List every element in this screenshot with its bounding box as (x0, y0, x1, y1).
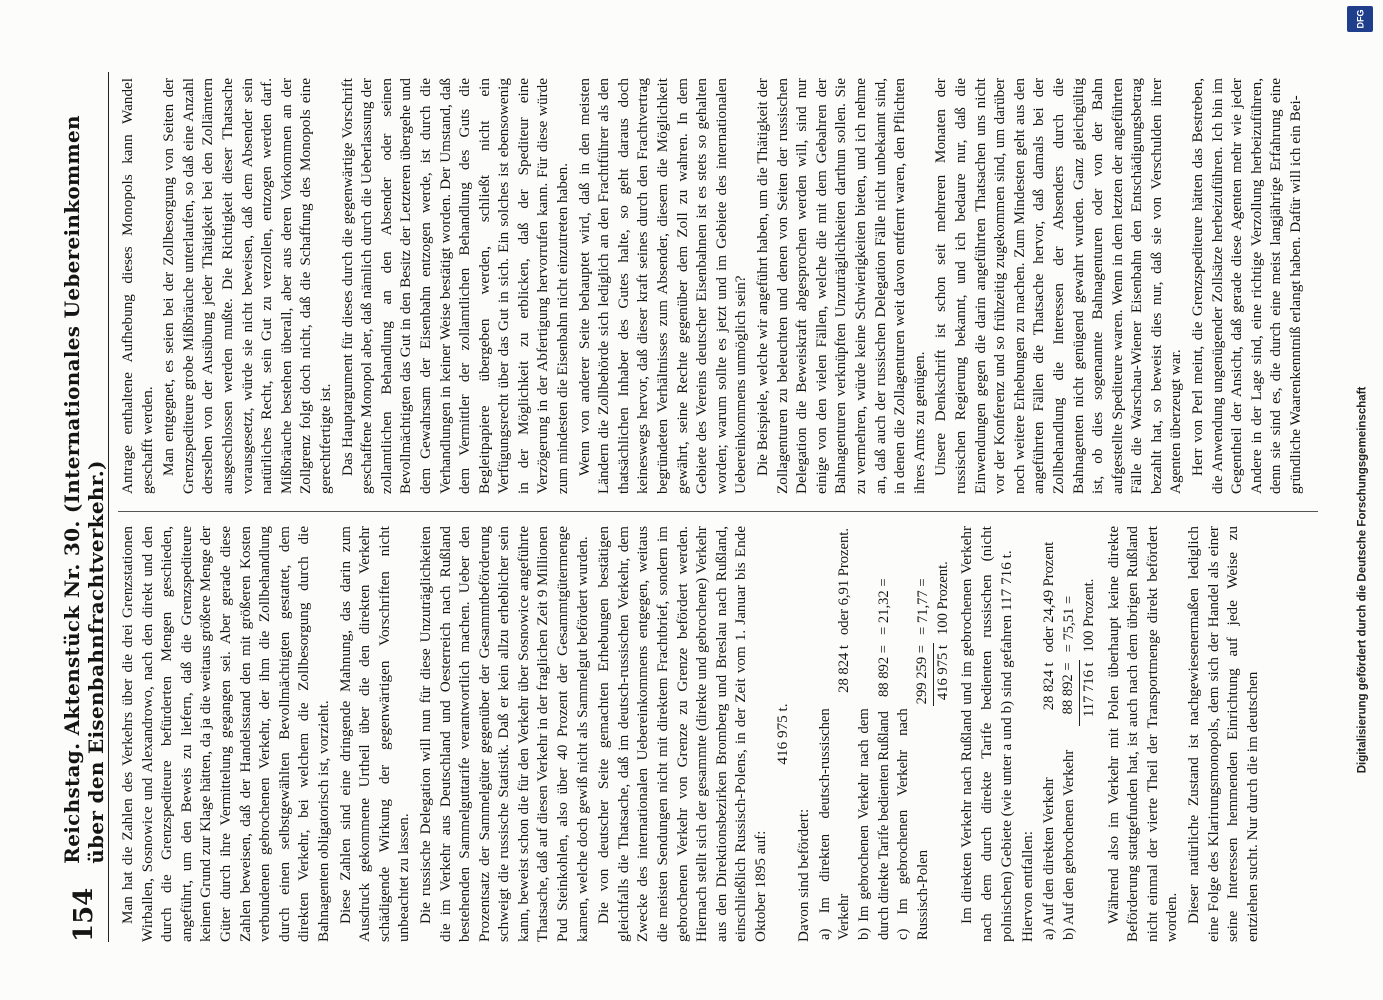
sum-percent: 100 Prozent. (1081, 578, 1097, 653)
shipment-table (816, 526, 954, 942)
paragraph: Unsere Denkschrift ist schon seit mehreren Monaten der russischen Regierung bekannt, und ich bedaure nur, daß die Einwendungen gegen die darin angeführten Thatsachen uns nicht vor der Konferenz und so frühzeitig zugekommen sind, um darüber noch weitere Erhebungen zu machen. Zum Mindesten geht aus den angeführten Fällen die Thatsache hervor, daß damals bei der Zollbehandlung die Interessen der Absenders durch die Bahnagenten nicht genügend gewahrt wurden. Ganz gleichgültig ist, ob dies sogenannte Bahnagenturen oder von der Bahn aufgestellte Spediteure waren. Wenn in dem letzten der angeführten Fälle die Warschau-Wiener Eisenbahn den Entschädigungsbetrag bezahlt hat, so beweist dies nur, daß sie von Verschulden ihrer Agenten überzeugt war. (932, 78, 1185, 494)
row-value: 299 259 = (914, 645, 931, 705)
paragraph: Das Hauptargument für dieses durch die gegenwärtige Vorschrift geschaffene Monopol aber, daß nämlich durch die Ueberlassung der zollamtlichen Behandlung an den Absender oder seinen Bevollmächtigten das Gut in den Besitz der Letzteren übergehe und dem Gewahrsam der Eisenbahn entzogen werde, ist durch die Verhandlungen in keiner Weise bestätigt worden. Der Umstand, daß dem Vermittler der zollamtlichen Behandlung des Guts die Begleitpapiere übergeben werden, schließt nicht ein Verfügungsrecht über das Gut in sich. Ein solches ist ebensowenig in der Möglichkeit zu erblicken, daß der Spediteur eine Verzögerung in der Abfertigung hervorrufen kann. Für diese würde zum mindesten die Eisenbahn nicht einzutreten haben. (338, 78, 572, 494)
row-label: b) Im gebrochenen Verkehr nach dem durch direkte Tarife bedienten Rußland (855, 708, 892, 940)
table-intro: Hiervon entfallen: (1019, 831, 1037, 942)
row-label: b) Auf den gebrochenen Verkehr (1060, 749, 1077, 940)
sum-percent: 100 Prozent. (934, 561, 951, 635)
row-value: 88 892 = (875, 645, 892, 698)
total-amount: 416 975 t. (773, 703, 791, 765)
paragraph: Die Beispiele, welche wir angeführt haben, um die Thätigkeit der Zollagenturen zu beleuchten und denen von Seiten der russischen Delegation die Beweiskraft abgesprochen werden will, sind nur einige von den vielen Fällen, welche die mit dem Gebahren der Bahnagenturen verknüpften Unzuträglichkeiten darthun sollen. Sie zu vermehren, würde keine Schwierigkeiten bieten, und ich nehme an, daß auch der russischen Delegation Fälle nicht unbekannt sind, in denen die Zollagenturen weit davon entfernt waren, den Pflichten ihres Amts zu genügen. (754, 78, 928, 494)
paragraph: Man hat die Zahlen des Verkehrs über die drei Grenzstationen Wirballen, Sosnowice und Alexandrowo, nach den direkt und den durch die Grenzspediteure befürderten Mengen geschieden, angeführt, um den Beweis zu liefern, daß die Grenzspediteure keinen Grund zur Klage hätten, da ja die weitaus größere Menge der Güter durch ihre Vermittelung gegangen sei. Aber gerade diese Zahlen beweisen, daß der Handelsstand den mit größeren Kosten verbundenen gebrochenen Verkehr, der ihm die Zollbehandlung durch einen selbstgewählten Bevollmächtigten gestattet, dem direkten Verkehr, bei welchem die Zollbesorgung durch die Bahnagenten obligatorisch ist, vorzieht. (119, 526, 332, 942)
row-label: a) Auf den direkten Verkehr (1040, 777, 1057, 940)
paragraph: Dieser natürliche Zustand ist nachgewiesenermaßen lediglich eine Folge des Klarirungsmonopols, dem sich der Handel als einer seine Interessen hemmenden Einrichtung auf jede Weise zu entziehen sucht. Nur durch die im deutschen (1184, 526, 1261, 942)
row-value: 88 892 = (1060, 662, 1077, 715)
row-value: 28 824 t (836, 645, 853, 693)
sum-value: 117 716 t (1080, 660, 1100, 725)
paragraph: Diese Zahlen sind eine dringende Mahnung, das darin zum Ausdruck gekommene Urtheil über die den direkten Verkehr schädigende Wirkung der gegenwärtigen Vorschriften nicht unbeachtet zu lassen. (336, 526, 413, 942)
page-number: 154 (69, 887, 99, 942)
paragraph (957, 526, 1016, 942)
row-percent: = 71,77 = (914, 578, 931, 635)
paragraph-text: Im direkten Verkehr nach Rußland und im gebrochenen Verkehr nach dem durch direkte Tarife bedienten russischen (nicht polnischen) Gebiete (wie unter a und b) sind gefahren (958, 526, 1015, 942)
table-row (1040, 526, 1060, 942)
row-value: 28 824 t (1040, 662, 1057, 711)
paragraph: Antrage enthaltene Aufhebung dieses Monopols kann Wandel geschafft werden. (119, 78, 156, 494)
row-percent: oder 24,49 Prozent (1040, 541, 1057, 653)
paragraph-value: 117 716 t. (997, 550, 1015, 611)
sum-value: 416 975 t (933, 643, 953, 706)
table-sum-row (933, 526, 953, 942)
table-row (816, 526, 855, 942)
row-percent: = 75,51 = (1060, 595, 1077, 653)
table-row (894, 526, 933, 942)
shipment-table-2 (1040, 526, 1100, 942)
paragraph: Wenn von anderer Seite behauptet wird, daß in den meisten Ländern die Zollbehörde sich lediglich an den Frachtführer als den thatsächlichen Inhaber des Gutes halte, so geht daraus doch keineswegs hervor, daß dieser kraft seines durch den Frachtvertrag begründeten Verhältnisses zum Absender, diesem die Möglichkeit gewährt, seine Rechte gegenüber dem Zoll zu wahren. In dem Gebiete des Vereins deutscher Eisenbahnen ist es stets so gehalten worden; warum sollte es jetzt und im Gebiete des internationalen Uebereinkommens unmöglich sein? (575, 78, 750, 494)
running-head: Reichstag. Aktenstück Nr. 30. (Internationales Uebereinkommen über den Eisenbahnfrachtverkehr.) (60, 115, 108, 864)
row-label: c) Im gebrochenen Verkehr nach Russisch-Polen (895, 708, 931, 940)
paragraph: Während also im Verkehr mit Polen überhaupt keine direkte Beförderung stattgefunden hat, ist auch nach dem übrigen Rußland nicht einmal der vierte Theil der Transportmenge direkt befördert worden. (1104, 526, 1181, 942)
paragraph: Die russische Delegation will nun für diese Unzuträglichkeiten die im Verkehr aus Deutschland und Oesterreich nach Rußland bestehenden Sammelguttarife verantwortlich machen. Ueber den Prozentsatz der Sammelgüter gegenüber der Gesammtbeförderung schweigt die russische Statistik. Daß er kein allzu erheblicher sein kann, beweist schon die für den Verkehr über Sosnowice angeführte Thatsache, daß auf diesen Verkehr in der fraglichen Zeit 9 Millionen Pud Steinkohlen, also über 40 Prozent der Gesammtgütermenge kamen, welche doch gewiß nicht als Sammelgut befördert wurden. (416, 526, 591, 942)
paragraph: Die von deutscher Seite gemachten Erhebungen bestätigen gleichfalls die Thatsache, daß im deutsch-russischen Verkehr, dem Zwecke des internationalen Uebereinkommens entgegen, weitaus die meisten Sendungen nicht mit direktem Frachtbrief, sondern im gebrochenen Verkehr von Grenze zu Grenze befördert werden. Hiernach stellt sich der gesammte (direkte und gebrochene) Verkehr aus den Direktionsbezirken Bromberg und Breslau nach Rußland, einschließlich Russisch-Polens, in der Zeit vom 1. Januar bis Ende Oktober 1895 auf: (595, 526, 769, 942)
paragraph: Man entgegnet, es seien bei der Zollbesorgung von Seiten der Grenzspediteure grobe Mißbräuche unterlaufen, so daß eine Anzahl derselben von der Ausübung jeder Thätigkeit bei den Zollämtern ausgeschlossen werden mußte. Die Richtigkeit dieser Thatsache vorausgesetzt, würde sie nicht beweisen, daß dem Absender sein natürliches Recht, sein Gut zu verzollen, entzogen werden darf. Mißbräuche bestehen überall, aber aus deren Vorkommen an der Zollgrenz folgt doch nicht, daß die Schaffung des Monopols eine gerechtfertigte ist. (160, 78, 334, 494)
row-label: a) Im direkten deutsch-russischen Verkehr (816, 708, 853, 940)
page-header (60, 72, 109, 942)
right-column (118, 78, 1318, 494)
table-sum-row (1080, 526, 1100, 942)
table-row (855, 526, 894, 942)
table-intro: Davon sind befördert: (795, 808, 813, 942)
left-column (118, 526, 1318, 942)
dfg-logo: DFG (1347, 6, 1373, 32)
paragraph: Herr von Perl meint, die Grenzspediteure hätten das Bestreben, die Anwendung ungenügender Zollsätze herbeizuführen. Ich bin im Gegentheil der Ansicht, daß gerade diese Agenten mehr wie jeder Andere in der Lage sind, eine richtige Verzollung herbeizuführen, denn sie sind es, die durch eine meist langjährige Erfahrung eine gründliche Waarenkenntniß erlangt haben. Dafür will ich ein Bei- (1189, 78, 1305, 494)
column-divider (118, 511, 1318, 512)
table-row (1059, 526, 1079, 942)
row-percent: = 21,32 = (875, 578, 892, 635)
digitization-credit (1352, 200, 1372, 960)
row-percent: oder 6,91 Prozent. (836, 528, 853, 635)
credit-text: Digitalisierung gefördert durch die Deutsche Forschungsgemeinschaft (1356, 386, 1368, 774)
